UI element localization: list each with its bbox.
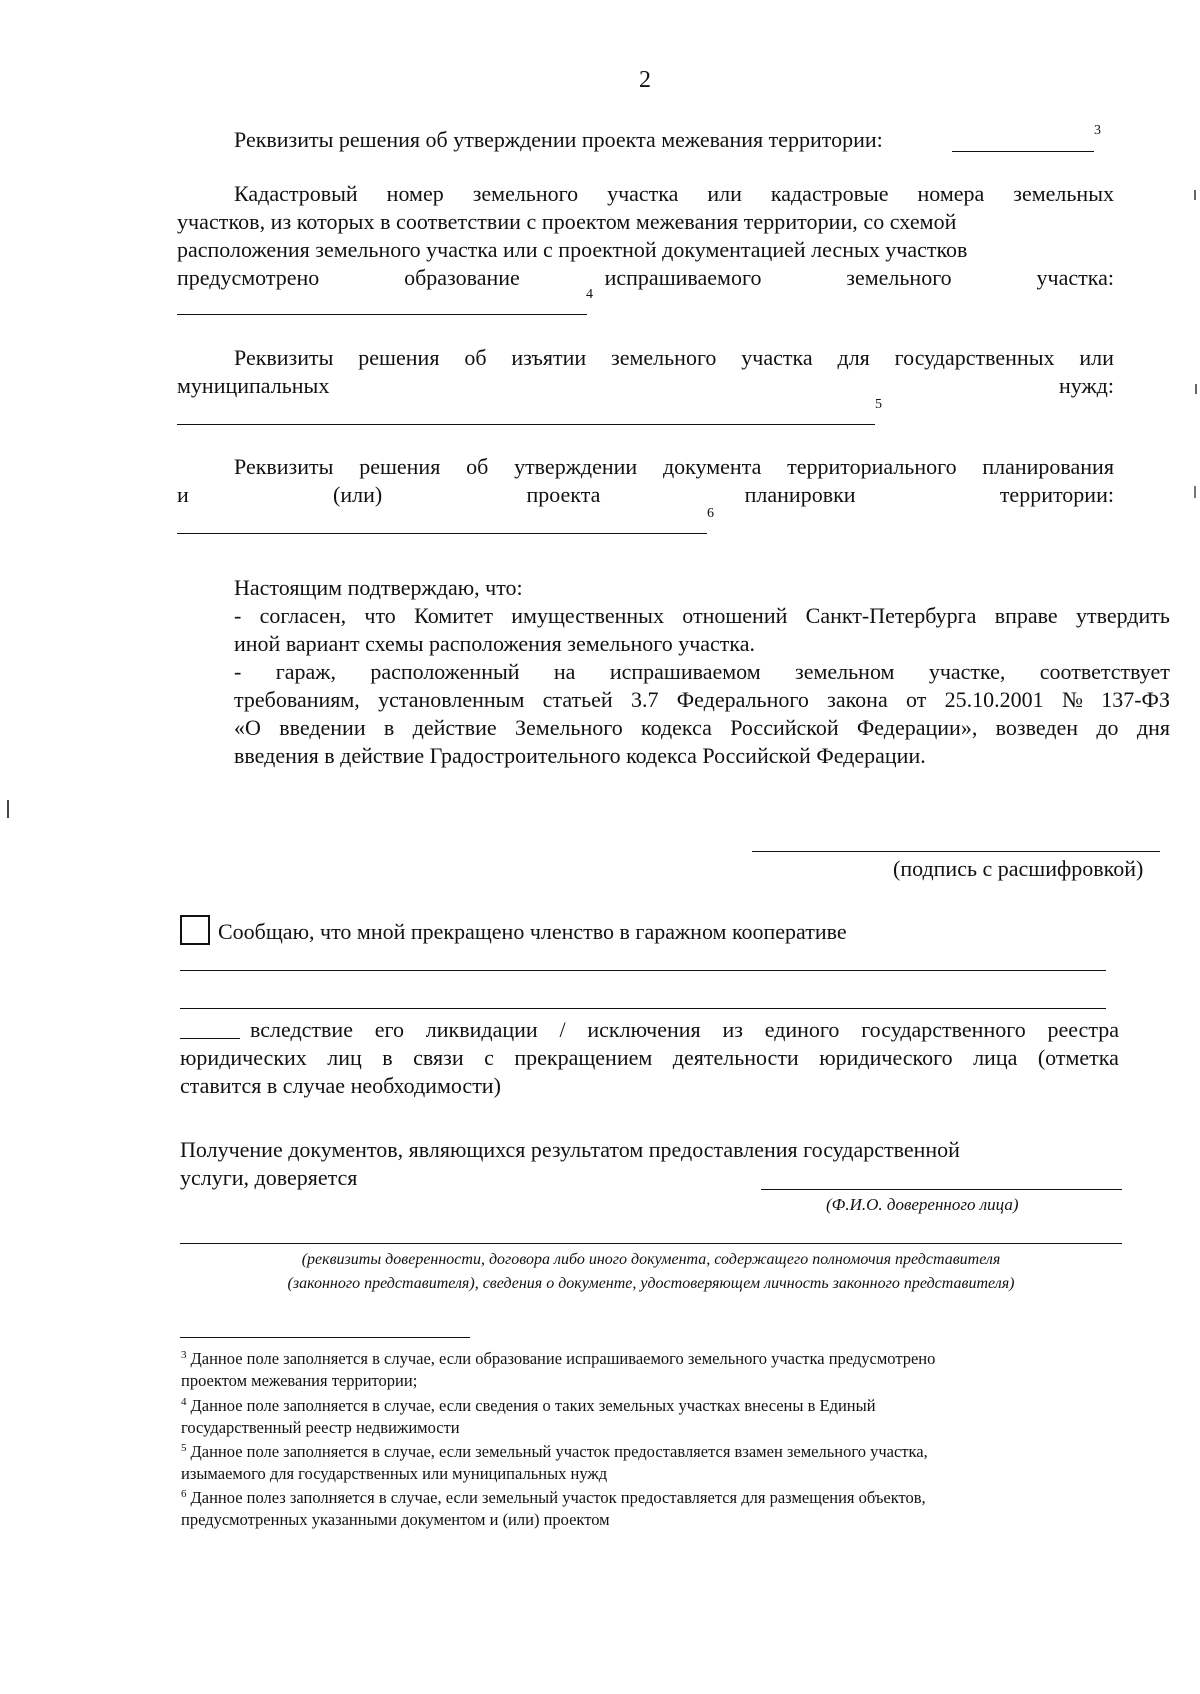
- trustee-name-fill-line[interactable]: [761, 1189, 1122, 1190]
- confirmation-item-1-line-2: иной вариант схемы расположения земельного участка.: [234, 631, 756, 656]
- signature-caption: (подпись с расшифровкой): [893, 856, 1144, 881]
- scan-artifact-right-1: [1194, 190, 1196, 200]
- seizure-fill-line[interactable]: [177, 424, 875, 425]
- survey-project-fill-line[interactable]: [952, 151, 1094, 152]
- trustee-details-caption-line-2: (законного представителя), сведения о документе, удостоверяющем личность законного представителя): [287, 1275, 1015, 1292]
- cooperative-name-line-1[interactable]: [180, 970, 1106, 971]
- confirmation-item-2-line-2: требованиям, установленным статьей 3.7 Федерального закона от 25.10.2001 № 137-ФЗ: [234, 687, 1170, 712]
- trustee-line-2: услуги, доверяется: [180, 1165, 358, 1190]
- confirmation-item-2-line-1: - гараж, расположенный на испрашиваемом земельном участке, соответствует: [234, 659, 1170, 684]
- membership-checkbox-label: Сообщаю, что мной прекращено членство в гаражном кооперативе: [218, 919, 847, 944]
- trustee-name-caption: (Ф.И.О. доверенного лица): [826, 1195, 1019, 1214]
- scan-artifact-right-3: [1194, 486, 1196, 498]
- membership-line-3: ставится в случае необходимости): [180, 1073, 501, 1098]
- confirmation-item-2-line-4: введения в действие Градостроительного кодекса Российской Федерации.: [234, 743, 926, 768]
- membership-line-1: вследствие его ликвидации / исключения из единого государственного реестра: [250, 1017, 1119, 1042]
- footnote-4: $^4$ Данное поле заполняется в случае, если сведения о таких земельных участках внесены в Единый государственный реестр недвижимости: [181, 1395, 876, 1437]
- confirmation-item-2-line-3: «О введении в действие Земельного кодекса Российской Федерации», возведен до дня: [234, 715, 1170, 740]
- scan-artifact-right-2: [1195, 384, 1197, 394]
- footnote-ref-6: 6: [707, 506, 714, 521]
- trustee-line-1: Получение документов, являющихся результатом предоставления государственной: [180, 1137, 960, 1162]
- membership-checkbox[interactable]: [180, 915, 210, 945]
- footnote-ref-4: 4: [586, 287, 593, 302]
- footnote-6: $^6$ Данное полез заполняется в случае, если земельный участок предоставляется для размещения объектов, предусмотренных указанными документом и (или) проектом: [181, 1487, 926, 1529]
- cadastral-line-3: расположения земельного участка или с проектной документацией лесных участков: [177, 237, 968, 262]
- planning-fill-line[interactable]: [177, 533, 707, 534]
- footnotes-separator: [180, 1337, 470, 1338]
- footnote-ref-3: 3: [1094, 123, 1101, 138]
- footnote-3: $^3$ Данное поле заполняется в случае, если образование испрашиваемого земельного участка предусмотрено проектом межевания территории;: [181, 1348, 936, 1390]
- membership-mark-line[interactable]: [180, 1038, 240, 1039]
- cadastral-line-2: участков, из которых в соответствии с проектом межевания территории, со схемой: [177, 209, 957, 234]
- trustee-details-fill-line[interactable]: [180, 1243, 1122, 1244]
- confirmation-item-1-line-1: - согласен, что Комитет имущественных отношений Санкт-Петербурга вправе утвердить: [234, 603, 1170, 628]
- trustee-details-caption-line-1: (реквизиты доверенности, договора либо иного документа, содержащего полномочия представителя: [301, 1251, 1001, 1268]
- cadastral-line-4: предусмотрено образование испрашиваемого земельного участка:: [177, 265, 1114, 290]
- seizure-line-2: муниципальных нужд:: [177, 373, 1114, 398]
- survey-project-label: Реквизиты решения об утверждении проекта межевания территории:: [234, 127, 883, 152]
- cadastral-line-1: Кадастровый номер земельного участка или кадастровые номера земельных: [234, 181, 1114, 206]
- scan-artifact-left: [7, 800, 9, 818]
- footnote-5: $^5$ Данное поле заполняется в случае, если земельный участок предоставляется взамен земельного участка, изымаемого для государственных или муниципальных нужд: [181, 1441, 928, 1483]
- signature-fill-line[interactable]: [752, 851, 1160, 852]
- seizure-line-1: Реквизиты решения об изъятии земельного участка для государственных или: [234, 345, 1114, 370]
- footnote-ref-5: 5: [875, 397, 882, 412]
- cooperative-name-line-2[interactable]: [180, 1008, 1106, 1009]
- membership-line-2: юридических лиц в связи с прекращением деятельности юридического лица (отметка: [180, 1045, 1119, 1070]
- cadastral-fill-line[interactable]: [177, 314, 587, 315]
- confirmation-intro: Настоящим подтверждаю, что:: [234, 575, 523, 600]
- planning-line-2: и (или) проекта планировки территории:: [177, 482, 1114, 507]
- page-number: 2: [639, 67, 651, 93]
- planning-line-1: Реквизиты решения об утверждении документа территориального планирования: [234, 454, 1114, 479]
